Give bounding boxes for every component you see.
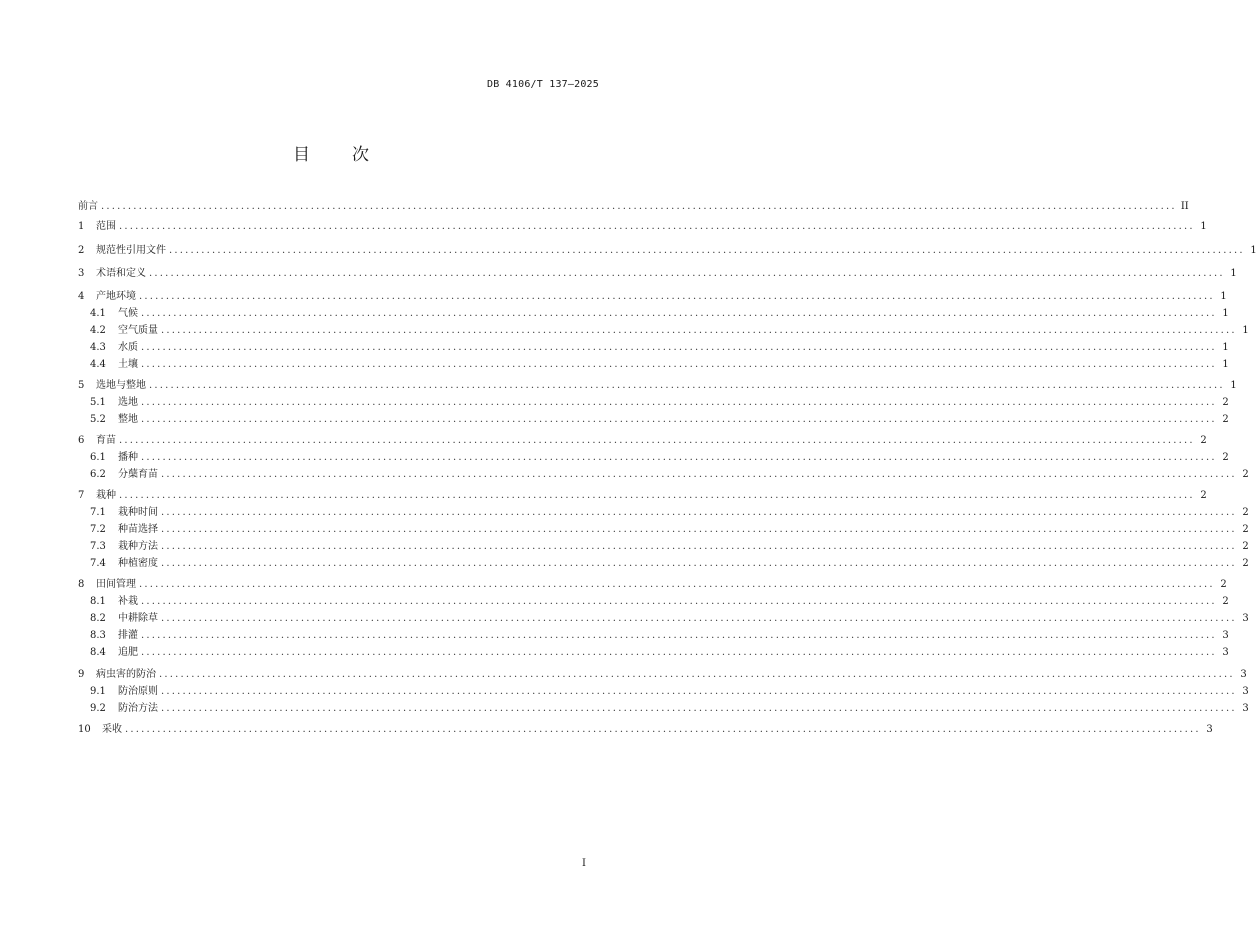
toc-entry-page: 3 xyxy=(1240,669,1247,680)
toc-entry-number: 7.3 xyxy=(90,541,106,552)
toc-entry[interactable] xyxy=(78,413,1229,427)
toc-entry-number: 4 xyxy=(78,291,85,302)
toc-entry-leader: ........................................................................................................................................................................................................ xyxy=(141,397,1217,408)
toc-entry-leader: ........................................................................................................................................................................................................ xyxy=(161,325,1237,336)
toc-entry-label: 土壤 xyxy=(118,359,138,370)
toc-entry-leader: ........................................................................................................................................................................................................ xyxy=(161,703,1237,714)
toc-entry-page: 1 xyxy=(1242,325,1249,336)
toc-entry-page: 2 xyxy=(1200,490,1207,501)
toc-entry-leader: ........................................................................................................................................................................................................ xyxy=(119,435,1195,446)
toc-entry-label: 田间管理 xyxy=(96,579,136,590)
toc-entry-label: 空气质量 xyxy=(118,325,158,336)
toc-entry-page: 1 xyxy=(1250,245,1257,256)
toc-entry-leader: ........................................................................................................................................................................................................ xyxy=(149,268,1225,279)
toc-entry-page: 3 xyxy=(1242,703,1249,714)
toc-entry-number: 7.2 xyxy=(90,524,106,535)
toc-entry-number: 3 xyxy=(78,268,85,279)
toc-entry-leader: ........................................................................................................................................................................................................ xyxy=(141,630,1217,641)
toc-entry-page: 2 xyxy=(1242,524,1249,535)
toc-entry-page: 2 xyxy=(1242,469,1249,480)
toc-entry-label: 防治方法 xyxy=(118,703,158,714)
toc-entry-number: 8.3 xyxy=(90,630,106,641)
toc-entry-leader: ........................................................................................................................................................................................................ xyxy=(141,452,1217,463)
toc-entry-label: 水质 xyxy=(118,342,138,353)
toc-entry-number: 5.1 xyxy=(90,397,106,408)
toc-entry-number: 10 xyxy=(78,724,91,735)
toc-entry-number: 6.1 xyxy=(90,452,106,463)
toc-entry-label: 气候 xyxy=(118,308,138,319)
toc-entry-page: 1 xyxy=(1222,308,1229,319)
toc-entry[interactable] xyxy=(78,434,1207,448)
toc-entry-label: 栽种 xyxy=(96,490,116,501)
toc-title xyxy=(0,140,662,165)
toc-entry-leader: ........................................................................................................................................................................................................ xyxy=(119,490,1195,501)
toc-entry[interactable] xyxy=(78,451,1229,465)
toc-entry[interactable] xyxy=(78,489,1207,503)
toc-title-char-2: 次 xyxy=(352,145,369,165)
toc-entry-label: 病虫害的防治 xyxy=(96,669,156,680)
toc-entry[interactable] xyxy=(78,557,1249,571)
toc-entry[interactable] xyxy=(78,668,1247,682)
toc-entry[interactable] xyxy=(78,723,1213,737)
toc-entry-number: 9.2 xyxy=(90,703,106,714)
toc-entry-page: 3 xyxy=(1206,724,1213,735)
toc-entry[interactable] xyxy=(78,612,1249,626)
toc-entry-label: 播种 xyxy=(118,452,138,463)
toc-entry[interactable] xyxy=(78,324,1249,338)
toc-entry[interactable] xyxy=(78,595,1229,609)
page-number: I xyxy=(582,858,586,869)
toc-entry-label: 种苗选择 xyxy=(118,524,158,535)
toc-entry-number: 9 xyxy=(78,669,85,680)
toc-entry-page: 3 xyxy=(1222,630,1229,641)
toc-entry-number: 7.4 xyxy=(90,558,106,569)
toc-entry-page: 2 xyxy=(1220,579,1227,590)
toc-entry-leader: ........................................................................................................................................................................................................ xyxy=(159,669,1235,680)
toc-entry[interactable] xyxy=(78,629,1229,643)
toc-entry-label: 补栽 xyxy=(118,596,138,607)
toc-entry[interactable] xyxy=(78,200,1189,214)
toc-entry-number: 8.2 xyxy=(90,613,106,624)
toc-entry-label: 整地 xyxy=(118,414,138,425)
toc-entry-leader: ........................................................................................................................................................................................................ xyxy=(119,221,1195,232)
toc-entry-leader: ........................................................................................................................................................................................................ xyxy=(141,308,1217,319)
toc-entry-leader: ........................................................................................................................................................................................................ xyxy=(161,541,1237,552)
toc-entry[interactable] xyxy=(78,396,1229,410)
toc-entry-label: 产地环境 xyxy=(96,291,136,302)
toc-entry[interactable] xyxy=(78,523,1249,537)
toc-entry-label: 种植密度 xyxy=(118,558,158,569)
toc-entry-page: 3 xyxy=(1222,647,1229,658)
toc-entry-leader: ........................................................................................................................................................................................................ xyxy=(139,291,1215,302)
toc-entry-page: 2 xyxy=(1242,507,1249,518)
toc-entry-leader: ........................................................................................................................................................................................................ xyxy=(149,380,1225,391)
toc-entry-page: 1 xyxy=(1200,221,1207,232)
toc-entry-number: 7.1 xyxy=(90,507,106,518)
toc-entry-number: 4.3 xyxy=(90,342,106,353)
toc-entry-leader: ........................................................................................................................................................................................................ xyxy=(161,507,1237,518)
toc-entry-label: 栽种方法 xyxy=(118,541,158,552)
toc-entry-label: 采收 xyxy=(102,724,122,735)
toc-entry-label: 选地 xyxy=(118,397,138,408)
toc-entry[interactable] xyxy=(78,506,1249,520)
toc-entry[interactable] xyxy=(78,341,1229,355)
toc-entry-label: 范围 xyxy=(96,221,116,232)
toc-entry-page: 2 xyxy=(1222,397,1229,408)
toc-entry-number: 6.2 xyxy=(90,469,106,480)
toc-entry[interactable] xyxy=(78,379,1237,393)
toc-entry-leader: ........................................................................................................................................................................................................ xyxy=(161,558,1237,569)
toc-entry[interactable] xyxy=(78,358,1229,372)
toc-entry-number: 6 xyxy=(78,435,85,446)
toc-entry-page: 3 xyxy=(1242,686,1249,697)
toc-entry-page: 2 xyxy=(1242,558,1249,569)
toc-entry-leader: ........................................................................................................................................................................................................ xyxy=(139,579,1215,590)
toc-entry-page: 1 xyxy=(1230,380,1237,391)
toc-entry-label: 规范性引用文件 xyxy=(96,245,166,256)
toc-entry[interactable] xyxy=(78,244,1257,258)
toc-entry-page: 2 xyxy=(1222,452,1229,463)
toc-entry-page: 2 xyxy=(1200,435,1207,446)
toc-entry-leader: ........................................................................................................................................................................................................ xyxy=(141,359,1217,370)
toc-entry-number: 4.2 xyxy=(90,325,106,336)
toc-entry-label: 防治原则 xyxy=(118,686,158,697)
toc-entry[interactable] xyxy=(78,267,1237,281)
toc-entry-leader: ........................................................................................................................................................................................................ xyxy=(161,524,1237,535)
toc-entry[interactable] xyxy=(78,646,1229,660)
toc-entry-leader: ........................................................................................................................................................................................................ xyxy=(161,469,1237,480)
toc-entry-number: 7 xyxy=(78,490,85,501)
toc-entry-number: 8.1 xyxy=(90,596,106,607)
toc-entry-label: 排灌 xyxy=(118,630,138,641)
toc-entry-label: 育苗 xyxy=(96,435,116,446)
toc-entry-page: 2 xyxy=(1222,414,1229,425)
toc-entry-label: 术语和定义 xyxy=(96,268,146,279)
toc-entry-label: 选地与整地 xyxy=(96,380,146,391)
toc-entry[interactable] xyxy=(78,468,1249,482)
toc-entry[interactable] xyxy=(78,540,1249,554)
toc-entry-page: 1 xyxy=(1220,291,1227,302)
toc-entry-leader: ........................................................................................................................................................................................................ xyxy=(101,201,1177,212)
toc-entry-number: 4.4 xyxy=(90,359,106,370)
toc-entry-leader: ........................................................................................................................................................................................................ xyxy=(161,613,1237,624)
toc-entry[interactable] xyxy=(78,702,1249,716)
toc-entry-label: 栽种时间 xyxy=(118,507,158,518)
toc-entry-number: 9.1 xyxy=(90,686,106,697)
toc-entry-page: 1 xyxy=(1222,359,1229,370)
toc-entry-leader: ........................................................................................................................................................................................................ xyxy=(141,342,1217,353)
toc-entry-leader: ........................................................................................................................................................................................................ xyxy=(169,245,1245,256)
toc-entry[interactable] xyxy=(78,307,1229,321)
toc-entry-leader: ........................................................................................................................................................................................................ xyxy=(125,724,1201,735)
toc-title-char-1: 目 xyxy=(293,145,310,165)
toc-entry-number: 5 xyxy=(78,380,85,391)
toc-entry-label: 前言 xyxy=(78,201,98,212)
toc-entry-number: 2 xyxy=(78,245,85,256)
toc-entry-label: 分蘖育苗 xyxy=(118,469,158,480)
toc-entry-leader: ........................................................................................................................................................................................................ xyxy=(141,647,1217,658)
toc-entry-page: 3 xyxy=(1242,613,1249,624)
toc-entry-leader: ........................................................................................................................................................................................................ xyxy=(161,686,1237,697)
toc-entry-page: 1 xyxy=(1230,268,1237,279)
toc-entry-leader: ........................................................................................................................................................................................................ xyxy=(141,596,1217,607)
toc-entry-page: 2 xyxy=(1222,596,1229,607)
toc-entry-page: II xyxy=(1180,201,1189,212)
toc-entry[interactable] xyxy=(78,290,1227,304)
toc-entry-number: 4.1 xyxy=(90,308,106,319)
document-code: DB 4106/T 137—2025 xyxy=(487,79,599,90)
toc-entry-number: 8.4 xyxy=(90,647,106,658)
toc-entry-label: 追肥 xyxy=(118,647,138,658)
toc-entry-page: 2 xyxy=(1242,541,1249,552)
toc-entry[interactable] xyxy=(78,578,1227,592)
toc-entry-number: 1 xyxy=(78,221,85,232)
toc-entry-label: 中耕除草 xyxy=(118,613,158,624)
toc-entry-number: 8 xyxy=(78,579,85,590)
toc-entry-page: 1 xyxy=(1222,342,1229,353)
toc-entry[interactable] xyxy=(78,685,1249,699)
toc-entry[interactable] xyxy=(78,220,1207,234)
toc-entry-leader: ........................................................................................................................................................................................................ xyxy=(141,414,1217,425)
toc-entry-number: 5.2 xyxy=(90,414,106,425)
